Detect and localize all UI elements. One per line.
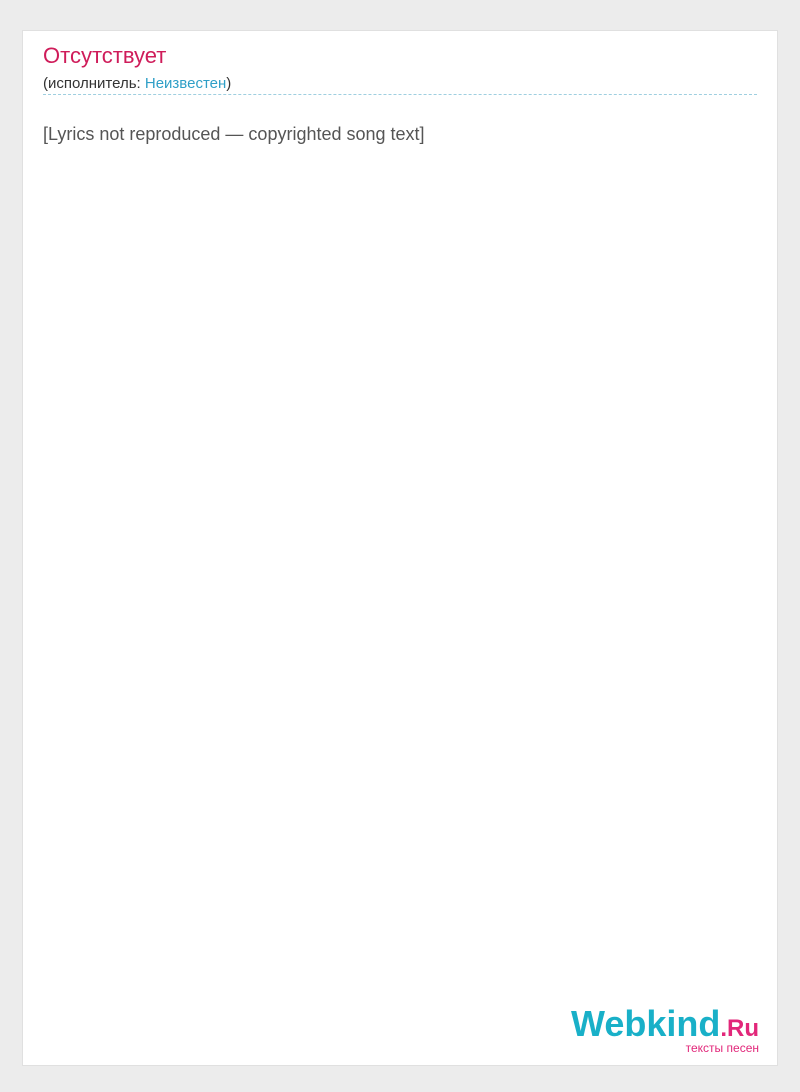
artist-line xyxy=(43,75,231,92)
logo-main-text: Webkind xyxy=(570,1003,721,1044)
logo-subtitle: тексты песен xyxy=(685,1041,759,1055)
lyrics-placeholder: [Lyrics not reproduced — copyrighted song text] xyxy=(43,124,425,144)
artist-link[interactable]: Неизвестен xyxy=(144,75,227,92)
page-title: Отсутствует xyxy=(43,43,167,68)
artist-prefix: (исполнитель: xyxy=(43,75,145,92)
logo-tld-text: .Ru xyxy=(720,1015,759,1042)
site-logo[interactable] xyxy=(571,1003,759,1055)
lyrics-card xyxy=(22,30,778,1066)
dashed-divider xyxy=(43,94,757,95)
artist-suffix: ) xyxy=(226,75,232,92)
